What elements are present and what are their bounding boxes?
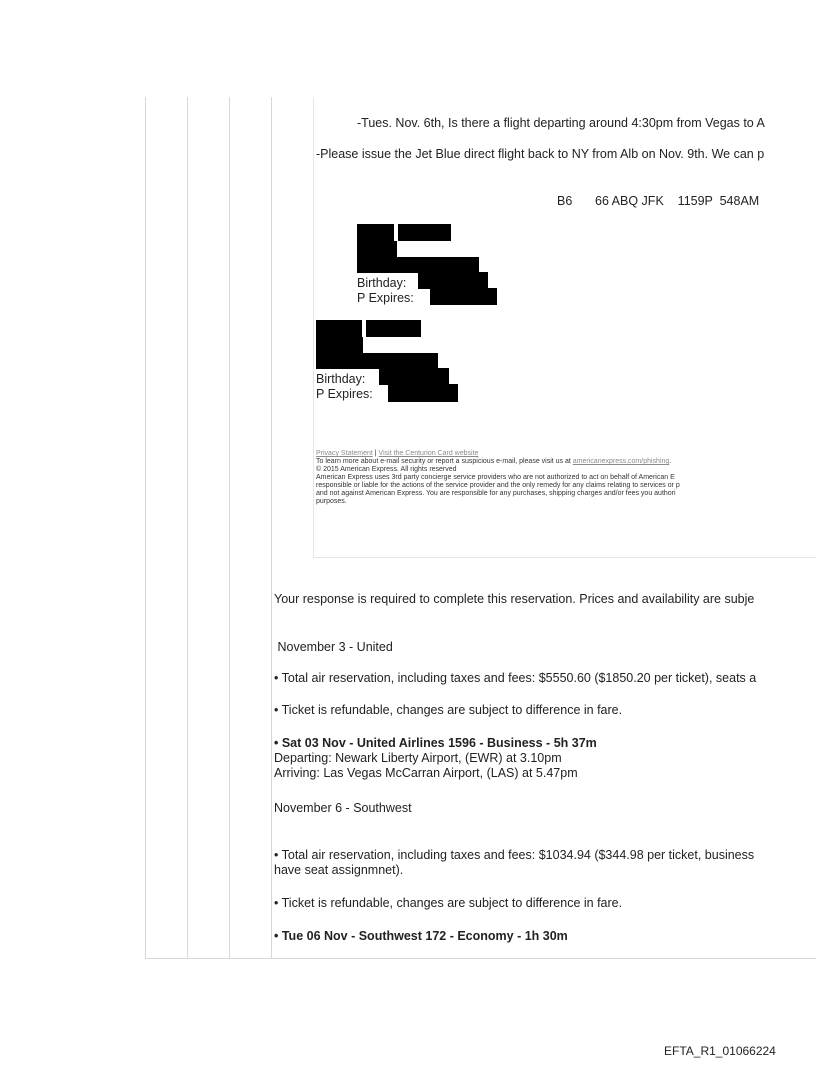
nov6-flight: • Tue 06 Nov - Southwest 172 - Economy - 1h 30m bbox=[274, 929, 568, 943]
table-divider bbox=[229, 97, 230, 959]
redaction-box bbox=[316, 337, 363, 354]
nov3-departing: Departing: Newark Liberty Airport, (EWR) at 3.10pm bbox=[274, 751, 562, 765]
nov6-refund: • Ticket is refundable, changes are subject to difference in fare. bbox=[274, 896, 623, 910]
email-line-please: -Please issue the Jet Blue direct flight back to NY from Alb on Nov. 9th. We can p bbox=[316, 147, 765, 161]
redaction-box bbox=[418, 272, 488, 289]
redaction-box bbox=[316, 353, 438, 369]
table-border-left bbox=[145, 97, 146, 959]
birthday-label: Birthday: bbox=[316, 372, 366, 386]
disclaimer-line: responsible or liable for the actions of the service provider and the only remedy for any claims relating to services or p bbox=[316, 482, 680, 489]
disclaimer-line: and not against American Express. You are responsible for any purchases, shipping charges and/or fees you authori bbox=[316, 490, 676, 497]
section-heading-nov6: November 6 - Southwest bbox=[274, 801, 412, 815]
link-separator: | bbox=[374, 450, 377, 457]
table-divider bbox=[187, 97, 188, 959]
footer-links bbox=[316, 450, 478, 458]
nov6-total: • Total air reservation, including taxes and fees: $1034.94 ($344.98 per ticket, business bbox=[274, 848, 755, 862]
redaction-box bbox=[398, 224, 451, 241]
redaction-box bbox=[316, 320, 362, 337]
nov6-total-cont: have seat assignmnet). bbox=[274, 863, 404, 877]
nov3-refund: • Ticket is refundable, changes are subject to difference in fare. bbox=[274, 703, 623, 717]
email-line-tues: -Tues. Nov. 6th, Is there a flight departing around 4:30pm from Vegas to A bbox=[357, 116, 765, 130]
phishing-link[interactable]: americanexpress.com/phishing bbox=[572, 458, 670, 465]
passport-expires-label: P Expires: bbox=[357, 291, 414, 305]
security-text-end: . bbox=[669, 458, 672, 465]
redaction-box bbox=[430, 288, 497, 305]
birthday-label: Birthday: bbox=[357, 276, 407, 290]
nov3-flight: • Sat 03 Nov - United Airlines 1596 - Business - 5h 37m bbox=[274, 736, 597, 750]
security-text: To learn more about e-mail security or report a suspicious e-mail, please visit us at bbox=[316, 458, 571, 465]
copyright: © 2015 American Express. All rights reserved bbox=[316, 466, 457, 473]
redaction-box bbox=[366, 320, 421, 337]
nov3-total: • Total air reservation, including taxes and fees: $5550.60 ($1850.20 per ticket), seats a bbox=[274, 671, 757, 685]
response-intro: Your response is required to complete this reservation. Prices and availability are subje bbox=[274, 592, 755, 606]
privacy-statement-link[interactable]: Privacy Statement bbox=[316, 450, 373, 457]
disclaimer-line: purposes. bbox=[316, 498, 347, 505]
section-heading-nov3: November 3 - United bbox=[274, 640, 393, 654]
passport-expires-label: P Expires: bbox=[316, 387, 373, 401]
table-border-bottom bbox=[145, 958, 816, 959]
flight-airline-code: B6 bbox=[557, 194, 573, 208]
flight-details: 66 ABQ JFK 1159P 548AM bbox=[595, 194, 760, 208]
document-id: EFTA_R1_01066224 bbox=[664, 1044, 776, 1058]
redaction-box bbox=[357, 257, 479, 273]
table-divider bbox=[271, 97, 272, 959]
security-notice bbox=[316, 458, 671, 466]
redaction-box bbox=[379, 368, 449, 385]
nov3-arriving: Arriving: Las Vegas McCarran Airport, (LAS) at 5.47pm bbox=[274, 766, 578, 780]
redaction-box bbox=[357, 241, 397, 258]
redaction-box bbox=[388, 384, 458, 402]
centurion-card-link[interactable]: Visit the Centurion Card website bbox=[378, 450, 479, 457]
disclaimer-line: American Express uses 3rd party concierge service providers who are not authorized to act on behalf of American E bbox=[316, 474, 675, 481]
redaction-box bbox=[357, 224, 394, 241]
